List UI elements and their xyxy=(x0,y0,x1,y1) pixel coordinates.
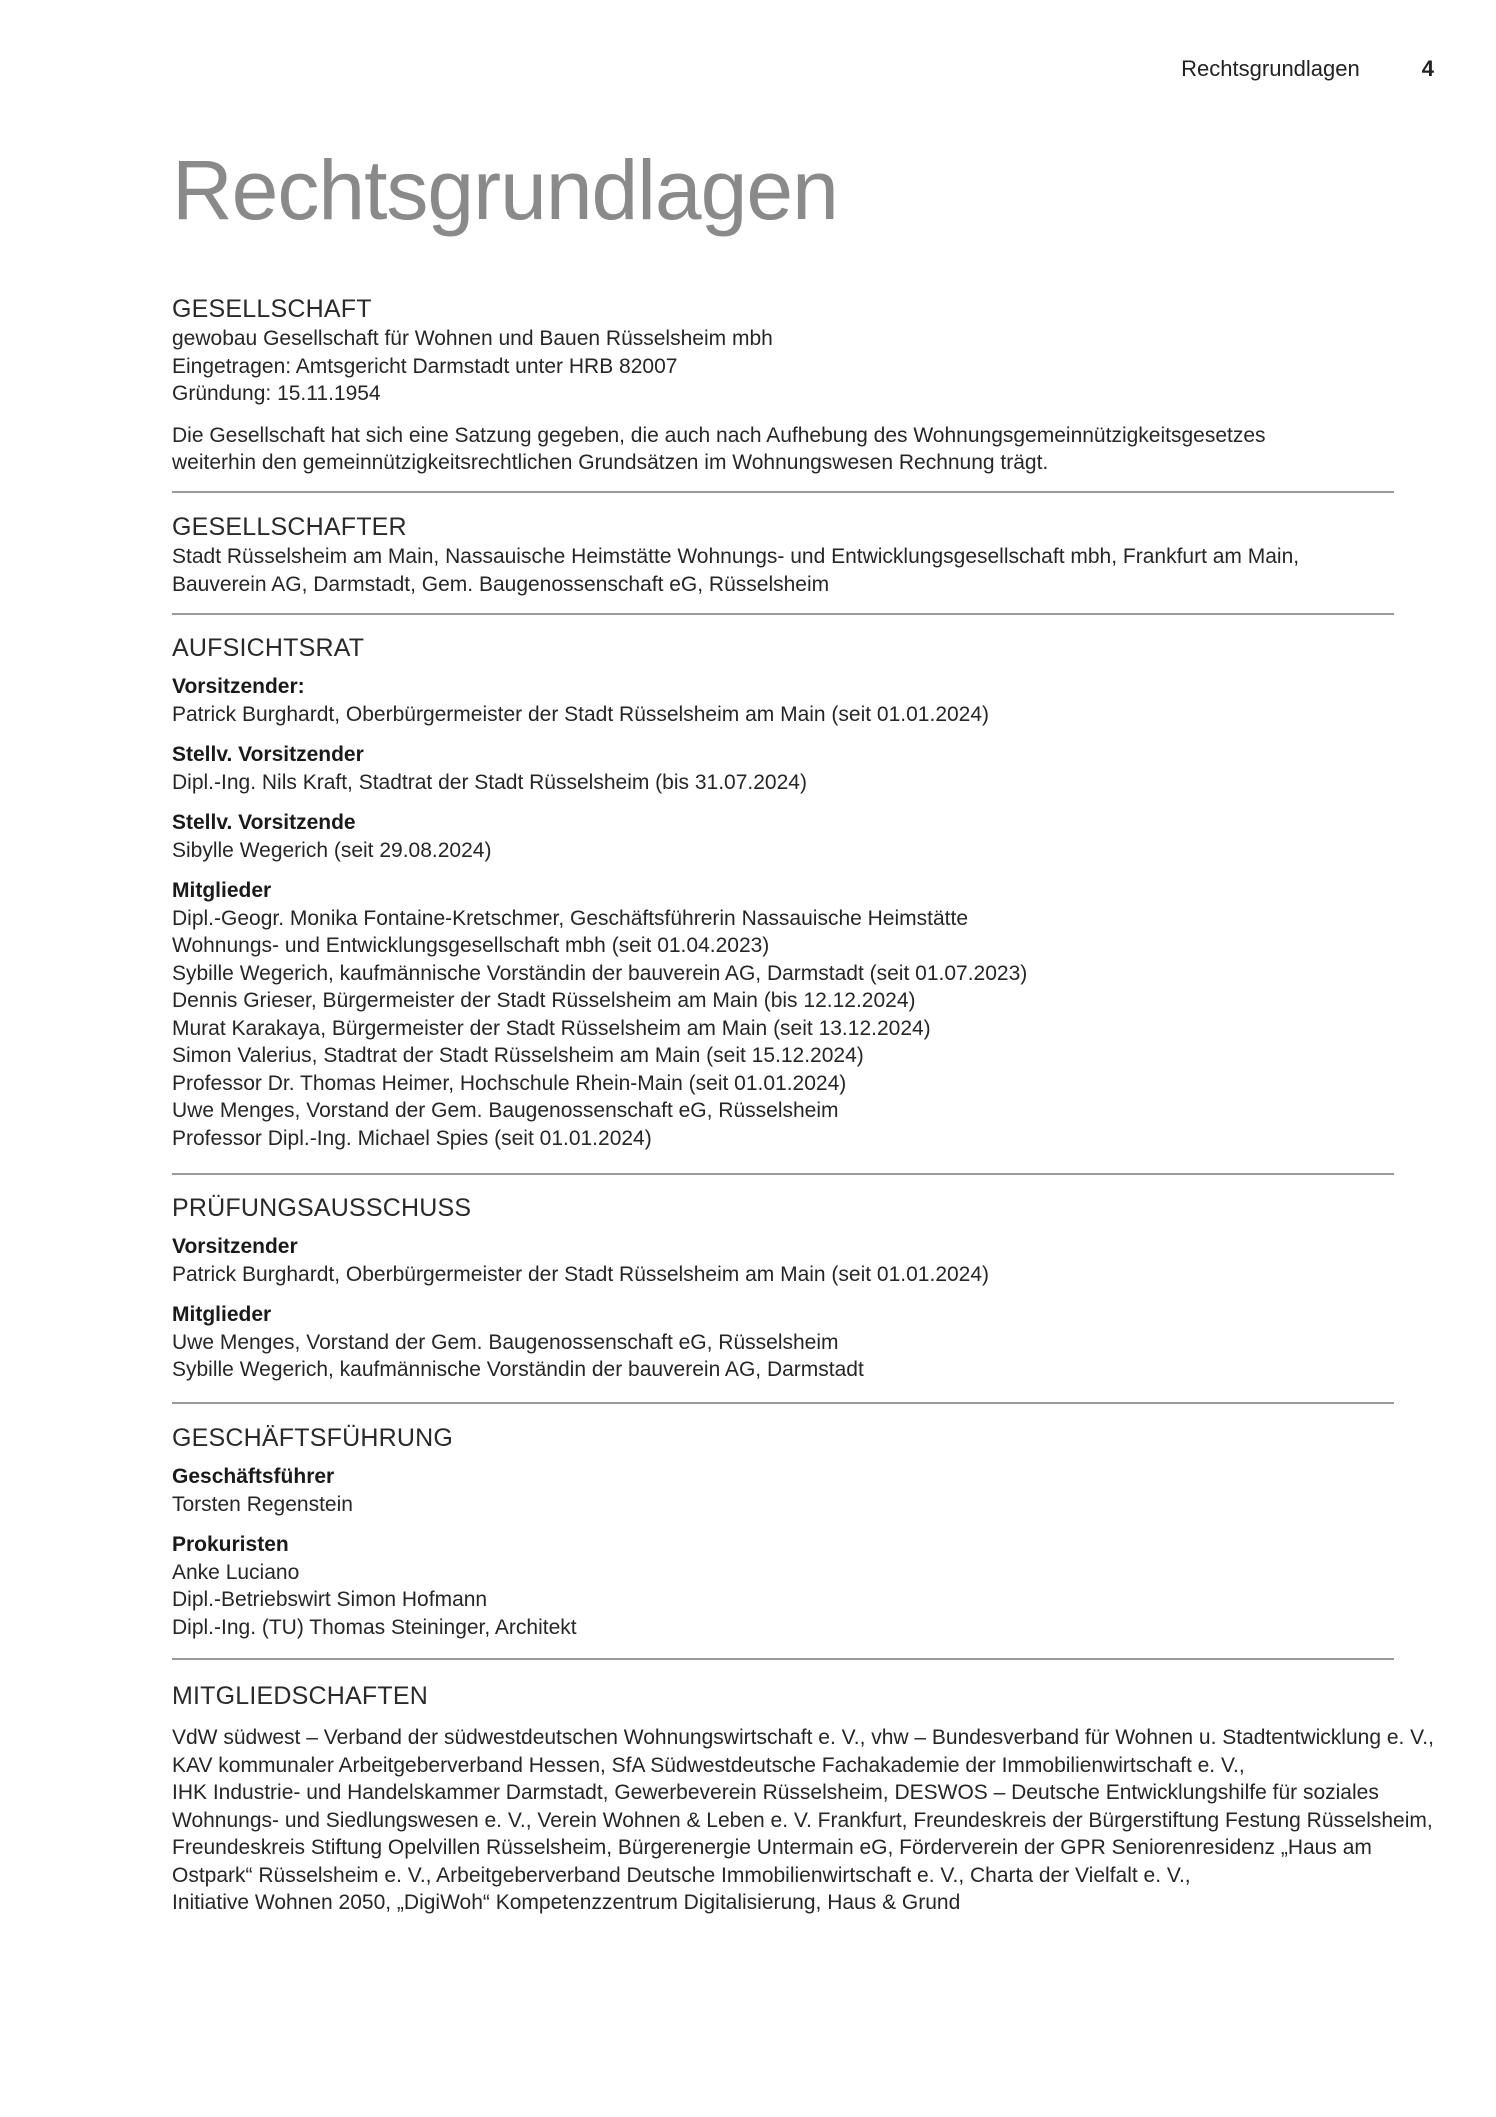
chair-label: Vorsitzender: xyxy=(172,675,305,698)
member-entry: Sybille Wegerich, kaufmännische Vorständin der bauverein AG, Darmstadt (seit 01.07.2023) xyxy=(172,961,1028,985)
director-entry: Torsten Regenstein xyxy=(172,1492,353,1516)
shareholders-line: Stadt Rüsselsheim am Main, Nassauische Heimstätte Wohnungs- und Entwicklungsgesellschaft mbh, Frankfurt am Main, xyxy=(172,545,1300,568)
section-pruefungsausschuss xyxy=(172,1193,1394,1384)
company-founding: Gründung: 15.11.1954 xyxy=(172,382,381,405)
membership-line: KAV kommunaler Arbeitgeberverband Hessen, SfA Südwestdeutsche Fachakademie der Immobilienwirtschaft e. V., xyxy=(172,1753,1245,1777)
section-heading-mitgliedschaften: MITGLIEDSCHAFTEN xyxy=(172,1682,428,1710)
section-heading-pruefungsausschuss: PRÜFUNGSAUSSCHUSS xyxy=(172,1194,472,1222)
audit-member-entry: Sybille Wegerich, kaufmännische Vorständin der bauverein AG, Darmstadt xyxy=(172,1358,864,1381)
company-statute-paragraph xyxy=(172,422,1394,477)
company-registration: Eingetragen: Amtsgericht Darmstadt unter HRB 82007 xyxy=(172,354,678,378)
section-heading-geschaeftsfuehrung: GESCHÄFTSFÜHRUNG xyxy=(172,1424,453,1452)
membership-line: Ostpark“ Rüsselsheim e. V., Arbeitgeberverband Deutsche Immobilienwirtschaft e. V., Charta der Vielfalt e. V., xyxy=(172,1863,1191,1887)
audit-member-entry: Uwe Menges, Vorstand der Gem. Baugenossenschaft eG, Rüsselsheim xyxy=(172,1330,839,1354)
section-mitgliedschaften xyxy=(172,1681,1434,1917)
members-label: Mitglieder xyxy=(172,879,272,902)
membership-line: Wohnungs- und Siedlungswesen e. V., Verein Wohnen & Leben e. V. Frankfurt, Freundeskreis der Bürgerstiftung Festung Rüsselsheim, xyxy=(172,1808,1433,1832)
deputy-entry: Dipl.-Ing. Nils Kraft, Stadtrat der Stadt Rüsselsheim (bis 31.07.2024) xyxy=(172,770,807,794)
audit-chair-entry: Patrick Burghardt, Oberbürgermeister der Stadt Rüsselsheim am Main (seit 01.01.2024) xyxy=(172,1262,990,1286)
membership-line: VdW südwest – Verband der südwestdeutschen Wohnungswirtschaft e. V., vhw – Bundesverband für Wohnen u. Stadtentwicklung e. V., xyxy=(172,1726,1434,1749)
section-aufsichtsrat xyxy=(172,633,1394,1152)
section-divider xyxy=(172,613,1394,615)
member-entry: Professor Dipl.-Ing. Michael Spies (seit 01.01.2024) xyxy=(172,1126,652,1150)
member-entry: Murat Karakaya, Bürgermeister der Stadt Rüsselsheim am Main (seit 13.12.2024) xyxy=(172,1016,931,1040)
member-entry: Wohnungs- und Entwicklungsgesellschaft mbh (seit 01.04.2023) xyxy=(172,934,770,957)
section-heading-gesellschaft: GESELLSCHAFT xyxy=(172,295,372,323)
section-gesellschaft xyxy=(172,294,1394,477)
company-name: gewobau Gesellschaft für Wohnen und Bauen Rüsselsheim mbh xyxy=(172,327,773,350)
member-entry: Dipl.-Geogr. Monika Fontaine-Kretschmer, Geschäftsführerin Nassauische Heimstätte xyxy=(172,906,969,930)
section-heading-gesellschafter: GESELLSCHAFTER xyxy=(172,513,407,541)
prokurist-entry: Dipl.-Ing. (TU) Thomas Steininger, Architekt xyxy=(172,1615,577,1639)
chair-entry: Patrick Burghardt, Oberbürgermeister der Stadt Rüsselsheim am Main (seit 01.01.2024) xyxy=(172,702,990,726)
deputy2-label: Stellv. Vorsitzende xyxy=(172,811,356,834)
section-geschaeftsfuehrung xyxy=(172,1423,1394,1641)
section-divider xyxy=(172,1402,1394,1404)
section-divider xyxy=(172,491,1394,493)
director-label: Geschäftsführer xyxy=(172,1465,335,1488)
paragraph-line: Die Gesellschaft hat sich eine Satzung gegeben, die auch nach Aufhebung des Wohnungsgemeinnützigkeitsgesetzes xyxy=(172,423,1266,447)
audit-members-label: Mitglieder xyxy=(172,1303,272,1326)
section-heading-aufsichtsrat: AUFSICHTSRAT xyxy=(172,634,365,662)
section-divider xyxy=(172,1658,1394,1660)
member-entry: Professor Dr. Thomas Heimer, Hochschule Rhein-Main (seit 01.01.2024) xyxy=(172,1071,847,1095)
member-entry: Dennis Grieser, Bürgermeister der Stadt Rüsselsheim am Main (bis 12.12.2024) xyxy=(172,989,916,1012)
running-header-section: Rechtsgrundlagen xyxy=(1181,56,1360,81)
membership-line: Freundeskreis Stiftung Opelvillen Rüsselsheim, Bürgerenergie Untermain eG, Förderverein der GPR Seniorenresidenz „Haus am xyxy=(172,1836,1372,1859)
deputy-label: Stellv. Vorsitzender xyxy=(172,743,364,766)
prokuristen-label: Prokuristen xyxy=(172,1533,289,1556)
page-title: Rechtsgrundlagen xyxy=(172,143,838,237)
running-header xyxy=(1181,56,1434,82)
member-entry: Uwe Menges, Vorstand der Gem. Baugenossenschaft eG, Rüsselsheim xyxy=(172,1099,839,1122)
prokurist-entry: Anke Luciano xyxy=(172,1560,300,1584)
membership-line: IHK Industrie- und Handelskammer Darmstadt, Gewerbeverein Rüsselsheim, DESWOS – Deutsche Entwicklungshilfe für soziales xyxy=(172,1781,1379,1804)
audit-chair-label: Vorsitzender xyxy=(172,1235,298,1258)
member-entry: Simon Valerius, Stadtrat der Stadt Rüsselsheim am Main (seit 15.12.2024) xyxy=(172,1044,864,1067)
paragraph-line: weiterhin den gemeinnützigkeitsrechtlichen Grundsätzen im Wohnungswesen Rechnung trägt. xyxy=(172,451,1049,474)
section-gesellschafter xyxy=(172,512,1394,598)
section-divider xyxy=(172,1173,1394,1175)
prokurist-entry: Dipl.-Betriebswirt Simon Hofmann xyxy=(172,1588,488,1611)
deputy2-entry: Sibylle Wegerich (seit 29.08.2024) xyxy=(172,838,492,862)
shareholders-line: Bauverein AG, Darmstadt, Gem. Baugenossenschaft eG, Rüsselsheim xyxy=(172,572,830,596)
page-number: 4 xyxy=(1421,56,1434,81)
membership-line: Initiative Wohnen 2050, „DigiWoh“ Kompetenzzentrum Digitalisierung, Haus & Grund xyxy=(172,1891,961,1914)
